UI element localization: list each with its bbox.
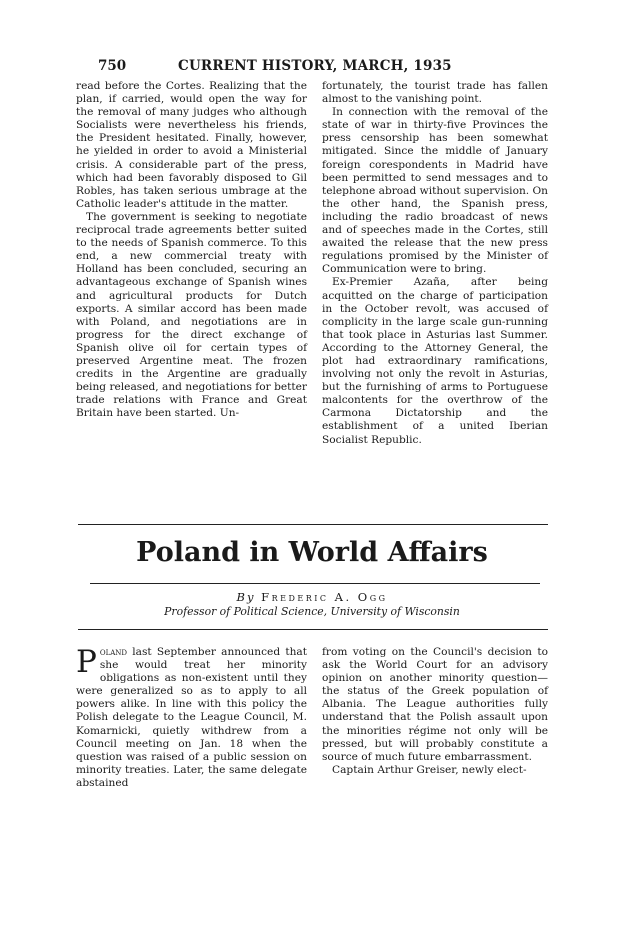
title-underline xyxy=(90,583,540,584)
page-number: 750 xyxy=(98,58,127,74)
byline-divider xyxy=(78,629,548,630)
paragraph: The government is seeking to negotiate reciprocal trade agreements better suited to the needs of Spanish commerce. To this end, a new commercial treaty with Holland has been concluded, securing an advantageous exchange of Spanish wines and agricultural products for Dutch exports. A similar accord has been made with Poland, and negotiations are in progress for the direct exchange of Spanish olive oil for certain types of preserved Argentine meat. The frozen credits in the Argentine are gradually being released, and negotiations for better trade relations with France and Great Britain have been started. Un- xyxy=(76,210,307,420)
article-title: Poland in World Affairs xyxy=(136,537,488,568)
author-name: Frederic A. Ogg xyxy=(261,590,388,604)
lead-paragraph-text: last September announced that she would treat her minority obligations as non-existent until they were generalized so as to apply to all powers alike. In line with this policy the Polish delegate to the League Council, M. Komarnicki, quietly withdrew from a Council meeting on Jan. 18 when the question was raised of a public session on minority treaties. Later, the same delegate abstained xyxy=(76,646,307,789)
byline xyxy=(60,590,564,604)
top-right-column xyxy=(322,80,548,447)
drop-cap: P xyxy=(76,644,97,680)
paragraph: read before the Cortes. Realizing that the plan, if carried, would open the way for the removal of many judges who although Socialists were nevertheless his friends, the President hesitated. Finally, however, he yielded in order to avoid a Ministerial crisis. A considerable part of the press, which had been favorably disposed to Gil Robles, has taken serious umbrage at the Catholic leader's attitude in the matter. xyxy=(76,80,307,210)
author-affiliation: Professor of Political Science, University of Wisconsin xyxy=(164,605,460,618)
top-left-column xyxy=(76,80,307,420)
section-divider xyxy=(78,524,548,525)
paragraph: In connection with the removal of the state of war in thirty-five Provinces the press censorship has been somewhat mitigated. Since the middle of January foreign corespondents in Madrid have been permitted to send messages and to telephone abroad without supervision. On the other hand, the Spanish press, including the radio broadcast of news and of speeches made in the Cortes, still awaited the release that the new press regulations promised by the Minister of Communication were to bring. xyxy=(322,106,549,276)
by-word: By xyxy=(236,590,256,604)
article-left-column xyxy=(76,646,307,790)
lead-word: oland xyxy=(99,646,128,658)
article-right-column xyxy=(322,646,548,777)
running-head xyxy=(86,58,540,76)
paragraph: from voting on the Council's decision to ask the World Court for an advisory opinion on another minority question—the status of the Greek population of Albania. The League authorities fully understand that the Polish assault upon the minorities régime not only will be pressed, but will probably constitute a source of much future embarrassment. xyxy=(322,646,548,763)
lead-paragraph xyxy=(76,646,307,790)
paragraph: fortunately, the tourist trade has fallen almost to the vanishing point. xyxy=(322,80,548,106)
paragraph: Captain Arthur Greiser, newly elect- xyxy=(332,763,527,776)
journal-title: CURRENT HISTORY, MARCH, 1935 xyxy=(178,58,452,74)
paragraph: Ex-Premier Azaña, after being acquitted on the charge of participation in the October revolt, was accused of complicity in the large scale gun-running that took place in Asturias last Summer. According to the Attorney General, the plot had extraordinary ramifications, involving not only the revolt in Asturias, but the furnishing of arms to Portuguese malcontents for the overthrow of the Carmona Dictatorship and the establishment of a united Iberian Socialist Republic. xyxy=(322,276,548,446)
